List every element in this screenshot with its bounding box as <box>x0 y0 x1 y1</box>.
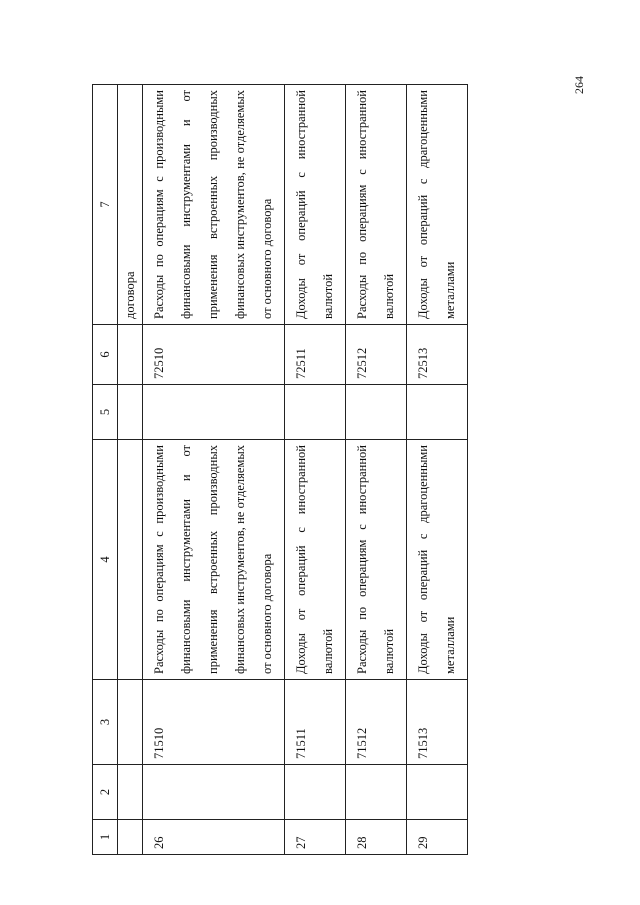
row-desc-4: Доходы от операций с драгоценными металлами <box>407 440 468 680</box>
page-number: 264 <box>572 76 586 94</box>
row-col-5 <box>143 385 285 440</box>
header-col-4: 4 <box>93 440 118 680</box>
row-code-3: 71510 <box>143 680 285 765</box>
row-code-6: 72513 <box>407 325 468 385</box>
row-col-2 <box>285 765 346 820</box>
row-col-2 <box>407 765 468 820</box>
row-desc-7: Расходы по операциям с производными финансовыми инструментами и от применения встроенных производных финансовых инструментов, не отделяемых от основного договора <box>143 85 285 325</box>
rotated-table-container <box>92 85 558 855</box>
row-desc-4: Расходы по операциям с иностранной валютой <box>346 440 407 680</box>
header-col-2: 2 <box>93 765 118 820</box>
row-number: 29 <box>407 820 468 855</box>
row-col-2 <box>346 765 407 820</box>
header-col-3: 3 <box>93 680 118 765</box>
row-number: 28 <box>346 820 407 855</box>
row-code-6: 72512 <box>346 325 407 385</box>
accounts-table <box>92 84 468 855</box>
row-desc-7: Доходы от операций с драгоценными металлами <box>407 85 468 325</box>
cont-cell-2 <box>118 765 143 820</box>
header-col-6: 6 <box>93 325 118 385</box>
row-code-3: 71513 <box>407 680 468 765</box>
table-row <box>407 85 468 855</box>
cont-cell-7: договора <box>118 85 143 325</box>
row-number: 26 <box>143 820 285 855</box>
row-number: 27 <box>285 820 346 855</box>
row-col-5 <box>346 385 407 440</box>
cont-cell-6 <box>118 325 143 385</box>
row-code-3: 71511 <box>285 680 346 765</box>
header-col-5: 5 <box>93 385 118 440</box>
cont-cell-3 <box>118 680 143 765</box>
cont-cell-4 <box>118 440 143 680</box>
row-col-5 <box>407 385 468 440</box>
continuation-row <box>118 85 143 855</box>
row-code-6: 72511 <box>285 325 346 385</box>
row-desc-4: Доходы от операций с иностранной валютой <box>285 440 346 680</box>
table-row <box>346 85 407 855</box>
row-desc-7: Расходы по операциям с иностранной валютой <box>346 85 407 325</box>
cont-cell-1 <box>118 820 143 855</box>
row-col-5 <box>285 385 346 440</box>
table-row <box>143 85 285 855</box>
header-col-1: 1 <box>93 820 118 855</box>
table-row <box>285 85 346 855</box>
row-desc-4: Расходы по операциям с производными финансовыми инструментами и от применения встроенных производных финансовых инструментов, не отделяемых от основного договора <box>143 440 285 680</box>
row-code-6: 72510 <box>143 325 285 385</box>
header-col-7: 7 <box>93 85 118 325</box>
row-col-2 <box>143 765 285 820</box>
cont-cell-5 <box>118 385 143 440</box>
header-row <box>93 85 118 855</box>
row-desc-7: Доходы от операций с иностранной валютой <box>285 85 346 325</box>
row-code-3: 71512 <box>346 680 407 765</box>
